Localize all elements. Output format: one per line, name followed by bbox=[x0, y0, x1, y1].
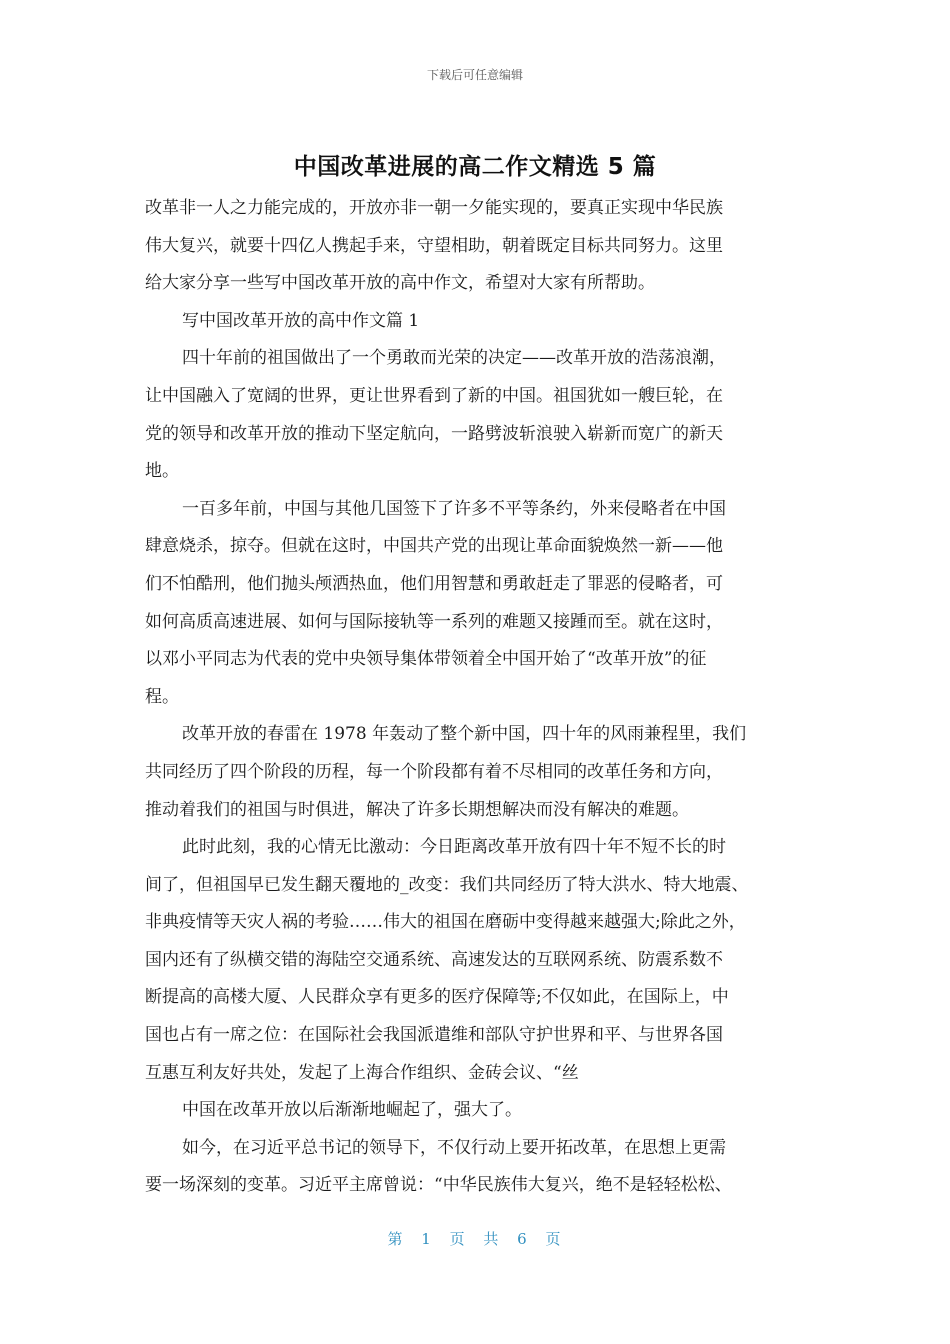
body-line: 此时此刻，我的心情无比激动：今日距离改革开放有四十年不短不长的时 bbox=[182, 837, 726, 858]
body-line: 给大家分享一些写中国改革开放的高中作文，希望对大家有所帮助。 bbox=[145, 273, 655, 294]
body-line: 互惠互利友好共处，发起了上海合作组织、金砖会议、“丝 bbox=[145, 1062, 579, 1083]
body-line: 如今，在习近平总书记的领导下，不仅行动上要开拓改革，在思想上更需 bbox=[182, 1137, 726, 1158]
body-line: 以邓小平同志为代表的党中央领导集体带领着全中国开始了“改革开放”的征 bbox=[145, 649, 707, 670]
body-line: 共同经历了四个阶段的历程，每一个阶段都有着不尽相同的改革任务和方向， bbox=[145, 761, 723, 782]
body-line: 伟大复兴，就要十四亿人携起手来，守望相助，朝着既定目标共同努力。这里 bbox=[145, 235, 723, 256]
body-line: 断提高的高楼大厦、人民群众享有更多的医疗保障等;不仅如此，在国际上，中 bbox=[145, 987, 729, 1008]
body-line: 国也占有一席之位：在国际社会我国派遣维和部队守护世界和平、与世界各国 bbox=[145, 1025, 723, 1046]
body-line: 写中国改革开放的高中作文篇 1 bbox=[182, 310, 420, 331]
body-line: 间了，但祖国早已发生翻天覆地的_改变：我们共同经历了特大洪水、特大地震、 bbox=[145, 874, 749, 895]
body-line: 如何高质高速进展、如何与国际接轨等一系列的难题又接踵而至。就在这时， bbox=[145, 611, 723, 632]
page-header: 下载后可任意编辑 bbox=[426, 68, 523, 82]
body-line: 党的领导和改革开放的推动下坚定航向，一路劈波斩浪驶入崭新而宽广的新天 bbox=[145, 423, 723, 444]
body-line: 中国在改革开放以后渐渐地崛起了，强大了。 bbox=[182, 1100, 522, 1121]
body-line: 非典疫情等天灾人祸的考验……伟大的祖国在磨砺中变得越来越强大;除此之外， bbox=[145, 912, 746, 933]
body-line: 们不怕酷刑，他们抛头颅洒热血，他们用智慧和勇敢赶走了罪恶的侵略者，可 bbox=[145, 573, 723, 594]
body-line: 四十年前的祖国做出了一个勇敢而光荣的决定——改革开放的浩荡浪潮， bbox=[182, 348, 726, 369]
body-line: 要一场深刻的变革。习近平主席曾说：“中华民族伟大复兴，绝不是轻轻松松、 bbox=[145, 1175, 732, 1196]
body-line: 肆意烧杀，掠夺。但就在这时，中国共产党的出现让革命面貌焕然一新——他 bbox=[145, 536, 723, 557]
body-line: 改革开放的春雷在 1978 年轰动了整个新中国，四十年的风雨兼程里，我们 bbox=[182, 724, 747, 745]
body-line: 国内还有了纵横交错的海陆空交通系统、高速发达的互联网系统、防震系数不 bbox=[145, 949, 723, 970]
page-footer: 第 1 页 共 6 页 bbox=[387, 1230, 563, 1248]
body-line: 地。 bbox=[145, 461, 179, 482]
body-line: 推动着我们的祖国与时俱进，解决了许多长期想解决而没有解决的难题。 bbox=[145, 799, 689, 820]
body-line: 程。 bbox=[145, 686, 179, 707]
body-line: 改革非一人之力能完成的，开放亦非一朝一夕能实现的，要真正实现中华民族 bbox=[145, 198, 723, 218]
document-body bbox=[145, 190, 825, 1205]
body-line: 让中国融入了宽阔的世界，更让世界看到了新的中国。祖国犹如一艘巨轮，在 bbox=[145, 385, 723, 406]
document-title: 中国改革进展的高二作文精选 5 篇 bbox=[293, 154, 657, 180]
body-line: 一百多年前，中国与其他几国签下了许多不平等条约，外来侵略者在中国 bbox=[182, 498, 726, 519]
